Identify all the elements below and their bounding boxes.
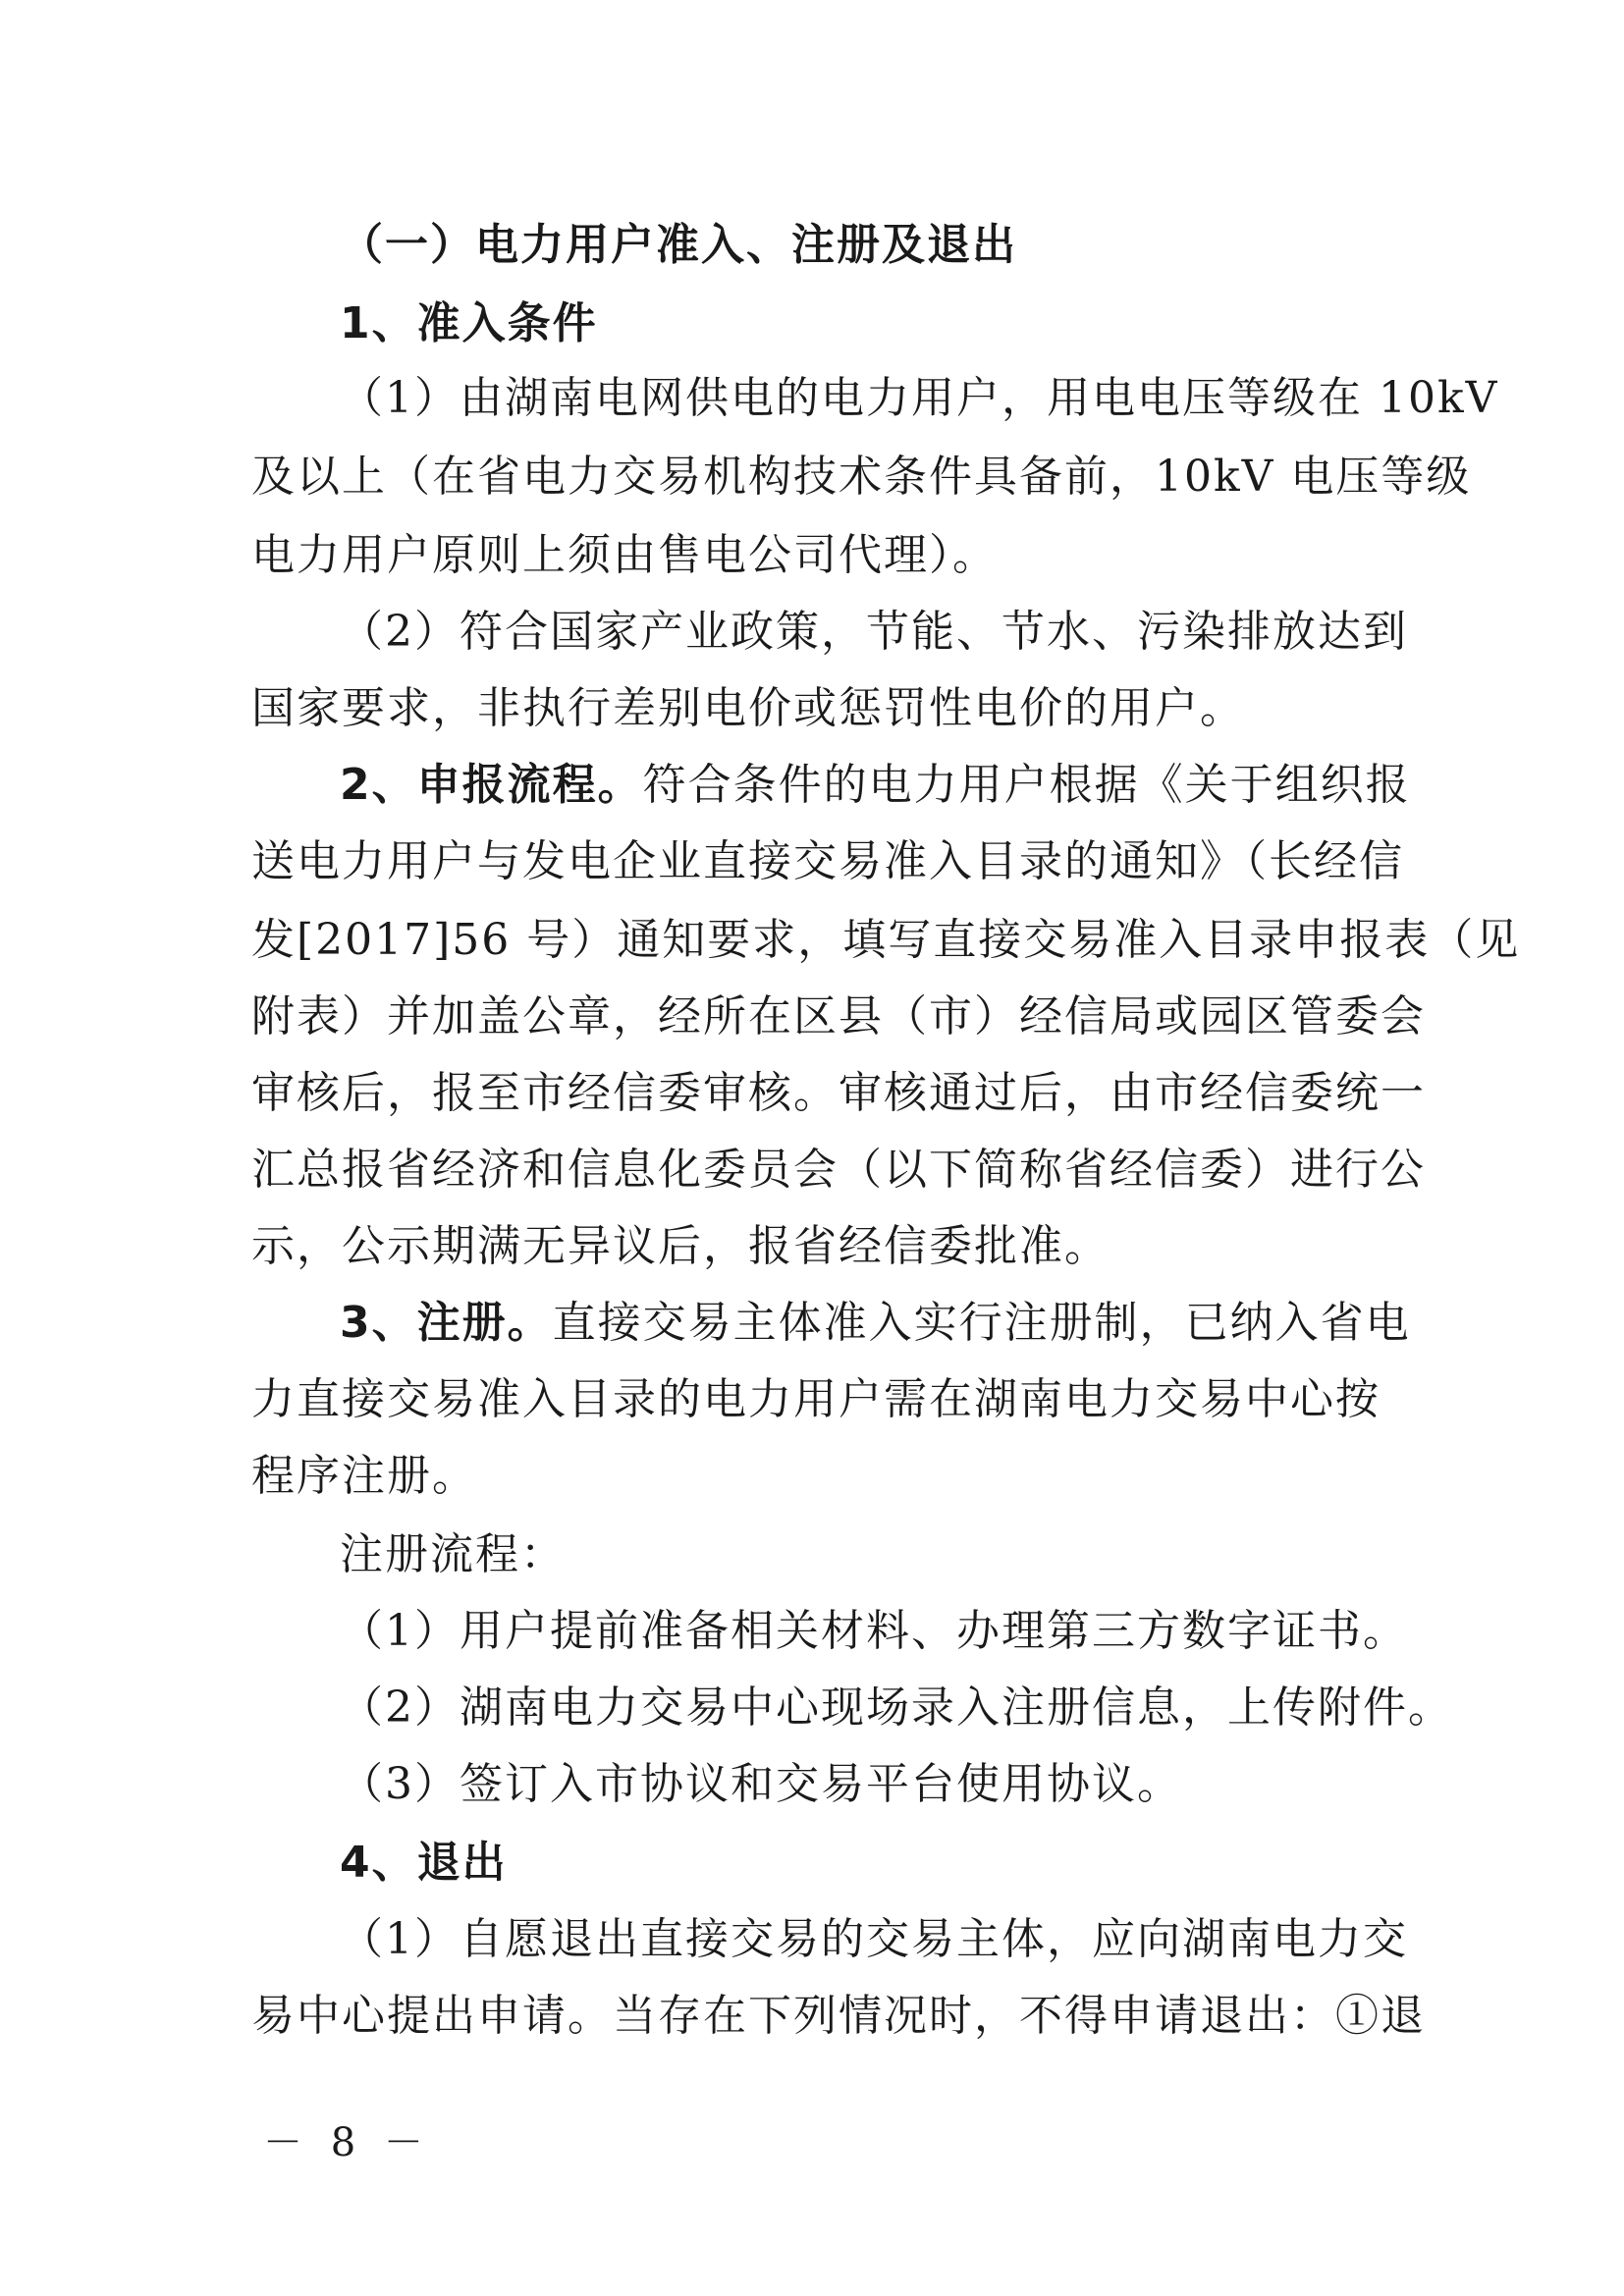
paragraph-line: 示，公示期满无异议后，报省经信委批准。 bbox=[251, 1221, 1110, 1271]
paragraph-line: 易中心提出申请。当存在下列情况时，不得申请退出：①退 bbox=[251, 1991, 1426, 2041]
paragraph-line: 审核后，报至市经信委审核。审核通过后，由市经信委统一 bbox=[251, 1068, 1426, 1118]
paragraph-text: 直接交易主体准入实行注册制，已纳入省电 bbox=[552, 1298, 1411, 1348]
paragraph-line: （1）由湖南电网供电的电力用户，用电电压等级在 10kV bbox=[340, 373, 1499, 423]
paragraph-line: 发[2017]56 号）通知要求，填写直接交易准入目录申报表（见 bbox=[251, 915, 1521, 965]
list-item: （1）用户提前准备相关材料、办理第三方数字证书。 bbox=[340, 1606, 1408, 1656]
paragraph-line: 程序注册。 bbox=[251, 1451, 477, 1501]
list-item: （2）湖南电力交易中心现场录入注册信息，上传附件。 bbox=[340, 1682, 1453, 1733]
paragraph-line: 电力用户原则上须由售电公司代理）。 bbox=[251, 530, 998, 580]
paragraph-line: 及以上（在省电力交易机构技术条件具备前，10kV 电压等级 bbox=[251, 452, 1472, 502]
section-heading: （一）电力用户准入、注册及退出 bbox=[340, 220, 1017, 270]
page-number: － 8 － bbox=[263, 2120, 431, 2165]
paragraph-line: （2）符合国家产业政策，节能、节水、污染排放达到 bbox=[340, 607, 1408, 657]
paragraph-line: （1）自愿退出直接交易的交易主体，应向湖南电力交 bbox=[340, 1914, 1408, 1964]
paragraph-declaration-first-line bbox=[340, 758, 1411, 813]
paragraph-line: 送电力用户与发电企业直接交易准入目录的通知》（长经信 bbox=[251, 836, 1404, 886]
registration-process-title: 注册流程： bbox=[340, 1529, 566, 1579]
heading-declaration-process: 2、申报流程。 bbox=[340, 760, 643, 810]
paragraph-registration-first-line bbox=[340, 1296, 1411, 1351]
paragraph-line: 力直接交易准入目录的电力用户需在湖南电力交易中心按 bbox=[251, 1374, 1380, 1424]
heading-exit: 4、退出 bbox=[340, 1838, 508, 1888]
heading-registration: 3、注册。 bbox=[340, 1298, 553, 1348]
paragraph-text: 符合条件的电力用户根据《关于组织报 bbox=[642, 760, 1411, 810]
list-item: （3）签订入市协议和交易平台使用协议。 bbox=[340, 1759, 1182, 1809]
heading-admission-conditions: 1、准入条件 bbox=[340, 298, 598, 348]
paragraph-line: 国家要求，非执行差别电价或惩罚性电价的用户。 bbox=[251, 683, 1245, 733]
paragraph-line: 汇总报省经济和信息化委员会（以下简称省经信委）进行公 bbox=[251, 1145, 1426, 1195]
paragraph-line: 附表）并加盖公章，经所在区县（市）经信局或园区管委会 bbox=[251, 991, 1426, 1041]
